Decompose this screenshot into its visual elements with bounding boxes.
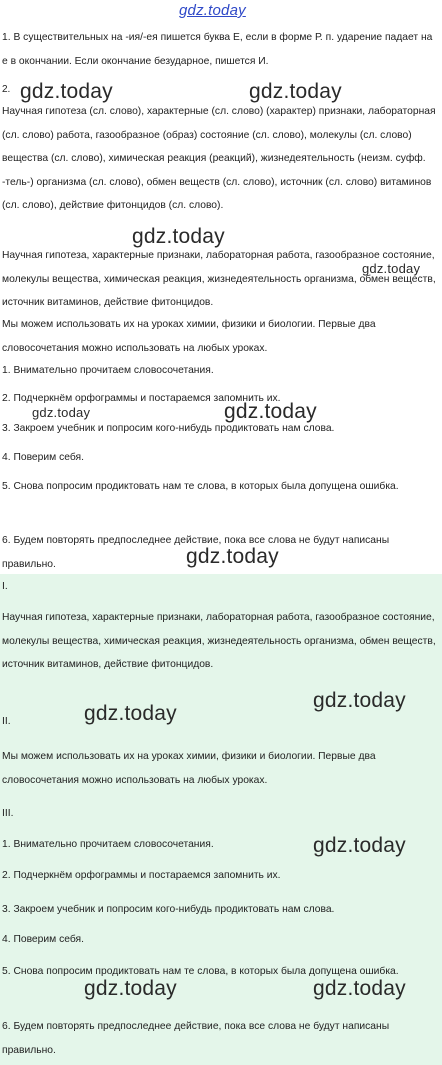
step-item: 2. Подчеркнём орфограммы и постараемся запомнить их.	[2, 393, 281, 404]
step-item: 5. Снова попросим продиктовать нам те слова, в которых была допущена ошибка.	[2, 481, 399, 492]
watermark: gdz.today	[313, 977, 406, 1000]
answer-step: 5. Снова попросим продиктовать нам те слова, в которых была допущена ошибка.	[2, 966, 399, 977]
answer-step: 6. Будем повторять предпоследнее действие, пока все слова не будут написаны правильно.	[2, 1021, 390, 1056]
item-2-number: 2.	[2, 84, 11, 95]
answer-phrases: Научная гипотеза, характерные признаки, лабораторная работа, газообразное состояние, молекулы вещества, химическая реакция, жизнедеятельность организма, обмен веществ, источник витаминов, действие фитонцидов.	[2, 612, 436, 670]
section-heading-iii: III.	[2, 808, 14, 819]
watermark: gdz.today	[20, 80, 113, 103]
step-item: 3. Закроем учебник и попросим кого-нибудь продиктовать нам слова.	[2, 423, 335, 434]
step-item: 1. Внимательно прочитаем словосочетания.	[2, 365, 214, 376]
phrases-paragraph: Научная гипотеза, характерные признаки, лабораторная работа, газообразное состояние, молекулы вещества, химическая реакция, жизнедеятельность организма, обмен веществ, источник витаминов, действие фитонцидов.	[2, 250, 436, 308]
watermark: gdz.today	[84, 702, 177, 725]
section-heading-ii: II.	[2, 716, 11, 727]
watermark: gdz.today	[313, 689, 406, 712]
section-heading-i: I.	[2, 581, 8, 592]
watermark: gdz.today	[132, 225, 225, 248]
answer-step: 2. Подчеркнём орфограммы и постараемся запомнить их.	[2, 870, 281, 881]
analysis-paragraph: Научная гипотеза (сл. слово), характерные (сл. слово) (характер) признаки, лабораторная (сл. слово) работа, газообразное (образ) состояние (сл. слово), молекулы (сл. слово) вещества (сл. слово), химическая реакция (реакций), жизнедеятельность (неизм. суфф. -тель-) организма (сл. слово), обмен веществ (сл. слово), источник (сл. слово) витаминов (сл. слово), действие фитонцидов (сл. слово).	[2, 106, 436, 211]
watermark: gdz.today	[224, 400, 317, 423]
usage-paragraph: Мы можем использовать их на уроках химии, физики и биологии. Первые два словосочетания можно использовать на любых уроках.	[2, 319, 376, 354]
watermark: gdz.today	[362, 261, 421, 276]
site-logo-link[interactable]: gdz.today	[179, 2, 246, 19]
answer-step: 3. Закроем учебник и попросим кого-нибудь продиктовать нам слова.	[2, 904, 335, 915]
answer-usage: Мы можем использовать их на уроках химии, физики и биологии. Первые два словосочетания можно использовать на любых уроках.	[2, 751, 376, 786]
watermark: gdz.today	[313, 834, 406, 857]
rule-paragraph: 1. В существительных на -ия/-ея пишется буква Е, если в форме Р. п. ударение падает на е в окончании. Если окончание безударное, пишется И.	[2, 32, 433, 67]
watermark: gdz.today	[32, 405, 91, 420]
watermark: gdz.today	[186, 545, 279, 568]
answer-step: 1. Внимательно прочитаем словосочетания.	[2, 839, 214, 850]
step-item: 4. Поверим себя.	[2, 452, 84, 463]
watermark: gdz.today	[84, 977, 177, 1000]
step-item: 6. Будем повторять предпоследнее действие, пока все слова не будут написаны правильно.	[2, 535, 390, 570]
watermark: gdz.today	[249, 80, 342, 103]
answer-step: 4. Поверим себя.	[2, 934, 84, 945]
